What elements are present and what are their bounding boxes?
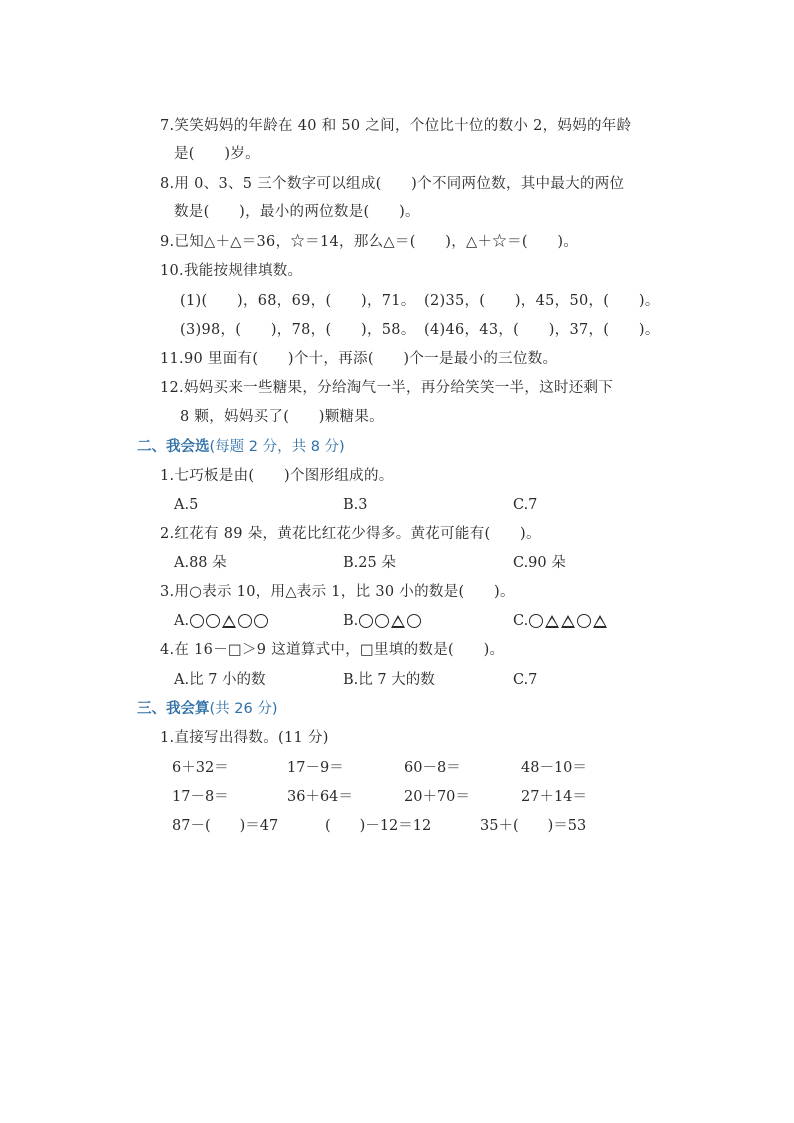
question-10-part-2: (2)35，( )，45，50，( )。: [424, 293, 660, 309]
calc-item: 36＋64＝: [287, 789, 353, 805]
choice-2-option-c: C.90 朵: [513, 555, 566, 571]
question-10: 10.我能按规律填数。: [160, 263, 303, 279]
choice-3-option-c: [513, 612, 608, 630]
choice-3-option-b: [343, 612, 422, 630]
question-7-line-1: 7.笑笑妈妈的年龄在 40 和 50 之间，个位比十位的数小 2，妈妈的年龄: [160, 118, 632, 134]
choice-3-option-c-label: C.: [513, 613, 529, 629]
circle-icon: [206, 614, 220, 628]
choice-2-option-a: A.88 朵: [174, 555, 227, 571]
question-10-part-1: (1)( )，68，69，( )，71。: [180, 293, 416, 309]
calc-item: 17－9＝: [287, 760, 344, 776]
calc-item: 27＋14＝: [521, 789, 587, 805]
calc-item: ( )－12＝12: [325, 818, 432, 834]
circle-icon: [577, 614, 591, 628]
triangle-icon: [593, 615, 607, 628]
section-2-subtitle: (每题 2 分，共 8 分): [209, 439, 345, 455]
choice-question-4: 4.在 16－□＞9 这道算式中，□里填的数是( )。: [160, 642, 505, 658]
circle-icon: [190, 614, 204, 628]
circle-icon: [375, 614, 389, 628]
section-3-heading: [137, 700, 277, 718]
calc-item: 35＋( )＝53: [480, 818, 587, 834]
calc-item: 60－8＝: [404, 760, 461, 776]
triangle-icon: [222, 615, 236, 628]
calc-item: 6＋32＝: [172, 760, 229, 776]
question-7-line-2: 是( )岁。: [174, 146, 260, 162]
choice-3-option-a: [174, 612, 269, 630]
calc-item: 87－( )＝47: [172, 818, 279, 834]
circle-icon: [359, 614, 373, 628]
choice-1-option-c: C.7: [513, 497, 538, 513]
calc-item: 48－10＝: [521, 760, 587, 776]
section-3-subtitle: (共 26 分): [209, 701, 278, 717]
question-11: 11.90 里面有( )个十，再添( )个一是最小的三位数。: [160, 351, 558, 367]
circle-icon: [407, 614, 421, 628]
choice-4-option-a: A.比 7 小的数: [174, 672, 266, 688]
calc-question-1: 1.直接写出得数。(11 分): [160, 730, 329, 746]
question-10-part-4: (4)46，43，( )，37，( )。: [424, 322, 660, 338]
choice-question-3: 3.用○表示 10，用△表示 1，比 30 小的数是( )。: [160, 584, 515, 600]
choice-question-2: 2.红花有 89 朵，黄花比红花少得多。黄花可能有( )。: [160, 526, 541, 542]
section-2-heading: [137, 438, 345, 456]
choice-3-option-b-label: B.: [343, 613, 359, 629]
question-10-part-3: (3)98，( )，78，( )，58。: [180, 322, 416, 338]
choice-question-1: 1.七巧板是由( )个图形组成的。: [160, 468, 394, 484]
choice-2-option-b: B.25 朵: [343, 555, 396, 571]
circle-icon: [254, 614, 268, 628]
triangle-icon: [545, 615, 559, 628]
choice-4-option-b: B.比 7 大的数: [343, 672, 435, 688]
triangle-icon: [561, 615, 575, 628]
circle-icon: [529, 614, 543, 628]
triangle-icon: [391, 615, 405, 628]
question-8-line-2: 数是( )，最小的两位数是( )。: [174, 204, 420, 220]
calc-item: 20＋70＝: [404, 789, 470, 805]
choice-1-option-b: B.3: [343, 497, 368, 513]
section-3-title: 三、我会算: [137, 701, 210, 717]
question-12-line-1: 12.妈妈买来一些糖果，分给淘气一半，再分给笑笑一半，这时还剩下: [160, 380, 614, 396]
question-9: 9.已知△＋△＝36，☆＝14，那么△＝( )，△＋☆＝( )。: [160, 234, 579, 250]
calc-item: 17－8＝: [172, 789, 229, 805]
choice-3-option-a-label: A.: [174, 613, 190, 629]
question-12-line-2: 8 颗，妈妈买了( )颗糖果。: [180, 409, 384, 425]
question-8-line-1: 8.用 0、3、5 三个数字可以组成( )个不同两位数，其中最大的两位: [160, 176, 625, 192]
circle-icon: [238, 614, 252, 628]
section-2-title: 二、我会选: [137, 439, 210, 455]
choice-4-option-c: C.7: [513, 672, 538, 688]
choice-1-option-a: A.5: [174, 497, 199, 513]
